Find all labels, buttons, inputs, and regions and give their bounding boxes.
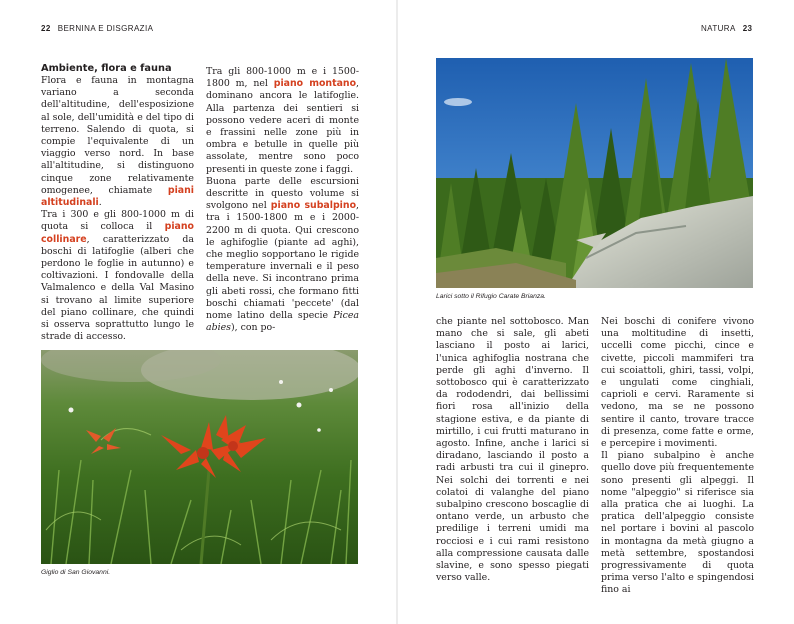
paragraph — [206, 176, 359, 335]
section-heading: Ambiente, flora e fauna — [41, 63, 172, 74]
text-run: , dominano ancora le latifoglie. Alla partenza dei sentieri si possono vedere aceri di monte e frassini nelle zone più in ombra e betulle in quelle più assolate, mentre sono poco presenti in queste zone i faggi. — [206, 78, 359, 175]
text-run: Tra i 300 e gli 800-1000 m di quota si colloca il — [41, 209, 194, 233]
paragraph — [41, 209, 194, 343]
text-run: , caratterizzato da boschi di latifoglie (alberi che perdono le foglie in autunno) e coltivazioni. I fondovalle della Valmalenco e della Val Masino si trovano al limite superiore del piano collinare, che quindi si osserva soprattutto lungo le strade di accesso. — [41, 233, 194, 343]
latin-name: Picea abies — [206, 310, 359, 334]
text-run: , tra i 1500-1800 m e i 2000-2200 m di quota. Qui crescono le aghifoglie (piante ad aghi), che meglio sopportano le rigide temperature invernali e il peso della neve. Si incontrano prima gli abeti rossi, che formano fitti boschi chiamati 'peccete' (dal nome latino della specie — [206, 200, 359, 322]
page-gutter — [396, 0, 398, 624]
left-column-2 — [206, 66, 359, 334]
larch-photo-caption: Larici sotto il Rifugio Carate Brianza. — [436, 293, 546, 300]
text-run: Buona parte delle escursioni descritte in questo volume si svolgono nel — [206, 175, 359, 212]
highlight-term: piano montano — [273, 78, 357, 90]
paragraph: Il piano subalpino è anche quello dove più frequentemente sono presenti gli alpeggi. Il nome "alpeggio" si riferisce sia alla pratica che ai luoghi. La pratica dell'alpeggio consiste nel portare i bovini al pascolo in montagna da metà giugno a metà settembre, spostandosi progressivamente di quota prima verso l'alto e spingendosi fino ai — [601, 450, 754, 596]
right-running-head — [701, 24, 752, 33]
right-running-title: NATURA — [701, 24, 736, 33]
highlight-term: piani altitudinali — [41, 184, 194, 209]
text-run: ), con po- — [230, 322, 276, 334]
left-column-1 — [41, 62, 194, 343]
right-column-2 — [601, 316, 754, 597]
right-column-1 — [436, 316, 589, 584]
paragraph — [41, 75, 194, 209]
paragraph — [206, 66, 359, 176]
lily-photo-caption: Giglio di San Giovanni. — [41, 569, 111, 576]
highlight-term: piano subalpino — [270, 200, 357, 212]
larch-forest-photo — [436, 58, 753, 288]
left-running-title: BERNINA E DISGRAZIA — [57, 24, 154, 33]
paragraph: Nei boschi di conifere vivono una moltitudine di insetti, uccelli come picchi, cince e civette, piccoli mammiferi tra cui scoiattoli, ghiri, tassi, volpi, e ungulati come cinghiali, caprioli e cervi. Raramente si vedono, ma se ne possono sentire il canto, trovare tracce di presenza, come fatte e orme, e percepire i movimenti. — [601, 316, 754, 450]
right-page-number: 23 — [742, 24, 753, 33]
highlight-term: piano collinare — [41, 221, 194, 245]
text-run: . — [98, 197, 102, 209]
lily-photo — [41, 350, 358, 564]
left-running-head — [41, 24, 153, 33]
text-run: Flora e fauna in montagna variano a seconda dell'altitudine, dell'esposizione al sole, dell'umidità e del tipo di terreno. Salendo di quota, si compie l'equivalente di un viaggio verso nord. In base all'altitudine, si distinguono cinque zone relativamente omogenee, chiamate — [41, 75, 194, 196]
text-run: Tra gli 800-1000 m e i 1500-1800 m, nel — [206, 66, 359, 90]
paragraph: che piante nel sottobosco. Man mano che si sale, gli abeti lasciano il posto ai larici, l'unica aghifoglia nostrana che perde gli aghi d'inverno. Il sottobosco qui è caratterizzato da rododendri, dai bellissimi fiori rosa all'inizio della stagione estiva, e da piante di mirtillo, i cui frutti maturano in agosto. Infine, anche i larici si diradano, lasciando il posto a radi arbusti tra cui il ginepro. Nei solchi dei torrenti e nei colatoi di valanghe del piano subalpino crescono boscaglie di ontano verde, un arbusto che predilige i terreni umidi ma rocciosi e i cui rami resistono alla compressione causata dalle slavine, e sono spesso piegati verso valle. — [436, 316, 589, 584]
left-page-number: 22 — [41, 24, 51, 33]
